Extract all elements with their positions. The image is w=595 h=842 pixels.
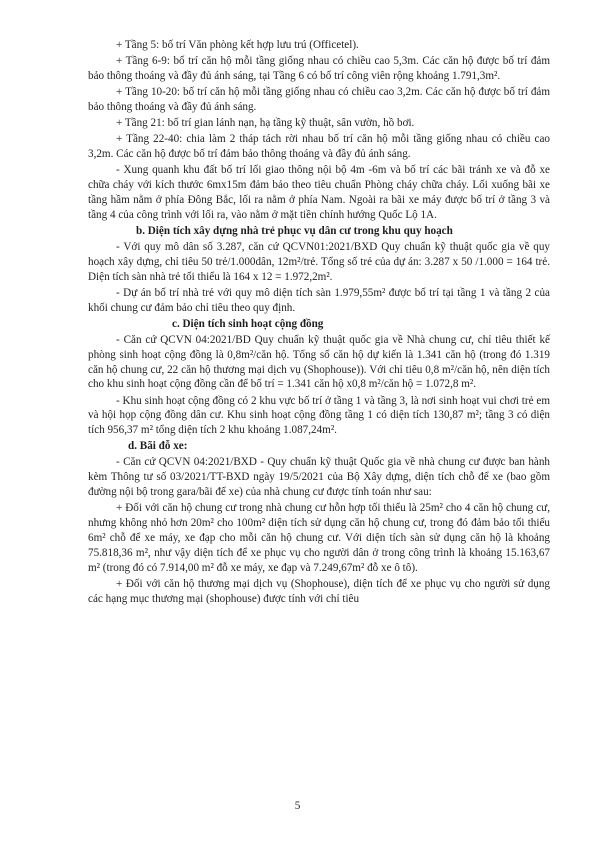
section-d-paragraph-2: + Đối với căn hộ chung cư trong nhà chung cư hỗn hợp tối thiểu là 25m² cho 4 căn hộ chung cư, nhưng không nhỏ hơn 20m² cho 100m² diện tích sử dụng căn hộ chung cư, trong đó đảm bảo tối thiểu 6m² chỗ để xe máy, xe đạp cho mỗi căn hộ chung cư. Với diện tích sàn sử dụng căn hộ là khoảng 75.818,36 m², như vậy diện tích để xe phục vụ cho người dân ở trong công trình là khoảng 15.163,67 m² (trong đó có 7.914,00 m² đỗ xe máy, xe đạp và 7.249,67m² đỗ xe ô tô). xyxy=(88,502,550,574)
paragraph-floor-5: + Tầng 5: bố trí Văn phòng kết hợp lưu trú (Officetel). xyxy=(116,39,359,51)
document-page xyxy=(88,38,550,608)
page-number: 5 xyxy=(294,800,301,812)
section-b-paragraph-1: - Với quy mô dân số 3.287, căn cứ QCVN01:2021/BXD Quy chuẩn kỹ thuật quốc gia về quy hoạch xây dựng, chỉ tiêu 50 trẻ/1.000dân, 12m²/trẻ. Tổng số trẻ của dự án: 3.287 x 50 /1.000 = 164 trẻ. Diện tích sàn nhà trẻ tối thiểu là 164 x 12 = 1.972,2m². xyxy=(88,240,550,283)
section-d-paragraph-1: - Căn cứ QCVN 04:2021/BXD - Quy chuẩn kỹ thuật Quốc gia về nhà chung cư được ban hành kèm Thông tư số 03/2021/TT-BXD ngày 19/5/2021 của Bộ Xây dựng, diện tích chỗ để xe (bao gồm đường nội bộ trong gara/bãi để xe) của nhà chung cư được tính toán như sau: xyxy=(88,456,550,499)
paragraph-floor-10-20: + Tầng 10-20: bố trí căn hộ mỗi tầng giống nhau có chiều cao 3,2m. Các căn hộ được bố trí đảm bảo thông thoáng và đầy đủ ánh sáng. xyxy=(88,86,550,113)
section-b-heading: b. Diện tích xây dựng nhà trẻ phục vụ dân cư trong khu quy hoạch xyxy=(136,225,453,237)
section-d-paragraph-3: + Đối với căn hộ thương mại dịch vụ (Shophouse), diện tích để xe phục vụ cho người sử dụng các hạng mục thương mại (shophouse) được tính với chỉ tiêu xyxy=(88,577,550,605)
paragraph-floor-21: + Tầng 21: bố trí gian lánh nạn, hạ tầng kỹ thuật, sân vườn, hồ bơi. xyxy=(116,117,415,130)
section-b-paragraph-2: - Dự án bố trí nhà trẻ với quy mô diện tích sàn 1.979,55m² được bố trí tại tầng 1 và tầng 2 của khối chung cư đảm bảo chỉ tiêu theo quy định. xyxy=(88,286,550,314)
section-c-paragraph-1: - Căn cứ QCVN 04:2021/BD Quy chuẩn kỹ thuật quốc gia về Nhà chung cư, chỉ tiêu thiết kế phòng sinh hoạt cộng đồng là 0,8m²/căn hộ. Tổng số căn hộ dự kiến là 1.341 căn hộ (trong đó 1.319 căn hộ chung cư, 22 căn hộ thương mại dịch vụ (Shophouse)). Với chỉ tiêu 0,8 m²/căn hộ, nên diện tích cho khu sinh hoạt cộng đồng cần để bố trí = 1.341 căn hộ x0,8 m²/căn hộ = 1.072,8 m². xyxy=(88,333,550,391)
paragraph-traffic: - Xung quanh khu đất bố trí lối giao thông nội bộ 4m -6m và bố trí các bãi tránh xe và đỗ xe chữa cháy với kích thước 6mx15m đảm bảo theo tiêu chuẩn Phòng cháy chữa cháy. Lối xuống bãi xe tầng hầm nằm ở phía Đông Bắc, lối ra nằm ở phía Nam. Ngoài ra bãi xe máy được bố trí ở tầng 3 và tầng 4 của công trình với lối ra, vào nằm ở mặt tiền chính hướng Quốc Lộ 1A. xyxy=(88,164,550,221)
paragraph-floor-6-9: + Tầng 6-9: bố trí căn hộ mỗi tầng giống nhau có chiều cao 5,3m. Các căn hộ được bố trí đảm bảo thông thoáng và đầy đủ ánh sáng, tại Tầng 6 có bố trí công viên rộng khoảng 1.791,3m². xyxy=(88,55,550,82)
section-c-paragraph-2: - Khu sinh hoạt cộng đồng có 2 khu vực bố trí ở tầng 1 và tầng 3, là nơi sinh hoạt vui chơi trẻ em và hội họp cộng đồng dân cư. Khu sinh hoạt cộng đồng tầng 1 có diện tích 130,87 m²; tầng 3 có diện tích 956,37 m² tổng diện tích 2 khu khoảng 1.087,24m². xyxy=(88,394,550,437)
section-d-heading: d. Bãi đỗ xe: xyxy=(128,440,188,453)
paragraph-floor-22-40: + Tầng 22-40: chia làm 2 tháp tách rời nhau bố trí căn hộ mỗi tầng giống nhau có chiều cao 3,2m. Các căn hộ được bố trí đảm bảo thông thoáng và đầy đủ ánh sáng. xyxy=(88,133,550,161)
section-c-heading: c. Diện tích sinh hoạt cộng đồng xyxy=(172,317,324,330)
